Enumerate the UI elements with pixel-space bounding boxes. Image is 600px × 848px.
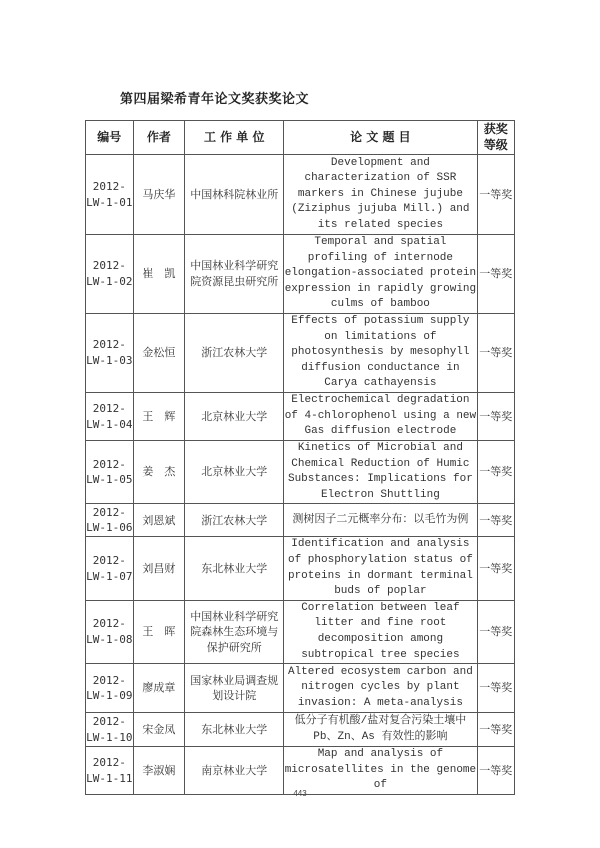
cell-title: 测树因子二元概率分布：以毛竹为例 xyxy=(284,504,477,537)
table-row xyxy=(86,441,515,504)
cell-title: Altered ecosystem carbon and nitrogen cycles by plant invasion: A meta-analysis xyxy=(284,664,477,713)
cell-award: 一等奖 xyxy=(477,441,514,504)
awards-table xyxy=(85,120,515,795)
table-row xyxy=(86,314,515,393)
table-row xyxy=(86,664,515,713)
cell-title: Kinetics of Microbial and Chemical Reduction of Humic Substances: Implications for Electron Shuttling xyxy=(284,441,477,504)
cell-id: 2012-LW-1-10 xyxy=(86,713,134,747)
cell-org: 浙江农林大学 xyxy=(185,314,284,393)
header-award: 获奖等级 xyxy=(477,121,514,155)
table-row xyxy=(86,713,515,747)
page-number: 443 xyxy=(293,789,307,798)
header-author: 作者 xyxy=(133,121,185,155)
cell-author: 王 晖 xyxy=(133,600,185,663)
cell-award: 一等奖 xyxy=(477,537,514,600)
cell-author: 刘恩斌 xyxy=(133,504,185,537)
cell-org: 中国林业科学研究院资源昆虫研究所 xyxy=(185,235,284,314)
cell-title: 低分子有机酸/盐对复合污染土壤中 Pb、Zn、As 有效性的影响 xyxy=(284,713,477,747)
cell-author: 崔 凯 xyxy=(133,235,185,314)
cell-author: 马庆华 xyxy=(133,155,185,235)
cell-author: 宋金凤 xyxy=(133,713,185,747)
cell-title: Correlation between leaf litter and fine root decomposition among subtropical tree species xyxy=(284,600,477,663)
cell-id: 2012-LW-1-04 xyxy=(86,393,134,441)
table-header-row xyxy=(86,121,515,155)
cell-org: 北京林业大学 xyxy=(185,441,284,504)
document-title: 第四届梁希青年论文奖获奖论文 xyxy=(120,92,310,107)
cell-award: 一等奖 xyxy=(477,314,514,393)
cell-title: Effects of potassium supply on limitations of photosynthesis by mesophyll diffusion conductance in Carya cathayensis xyxy=(284,314,477,393)
table-row xyxy=(86,600,515,663)
cell-org: 中国林业科学研究院森林生态环境与保护研究所 xyxy=(185,600,284,663)
cell-org: 北京林业大学 xyxy=(185,393,284,441)
cell-award: 一等奖 xyxy=(477,747,514,795)
cell-id: 2012-LW-1-09 xyxy=(86,664,134,713)
table-row xyxy=(86,155,515,235)
header-org: 工 作 单 位 xyxy=(185,121,284,155)
cell-award: 一等奖 xyxy=(477,600,514,663)
cell-id: 2012-LW-1-07 xyxy=(86,537,134,600)
cell-id: 2012-LW-1-06 xyxy=(86,504,134,537)
cell-title: Development and characterization of SSR markers in Chinese jujube (Ziziphus jujuba Mill.) and its related species xyxy=(284,155,477,235)
cell-id: 2012-LW-1-08 xyxy=(86,600,134,663)
cell-award: 一等奖 xyxy=(477,713,514,747)
header-title: 论 文 题 目 xyxy=(284,121,477,155)
table-row xyxy=(86,235,515,314)
cell-org: 国家林业局调查规划设计院 xyxy=(185,664,284,713)
cell-id: 2012-LW-1-01 xyxy=(86,155,134,235)
cell-author: 刘昌财 xyxy=(133,537,185,600)
cell-id: 2012-LW-1-03 xyxy=(86,314,134,393)
cell-id: 2012-LW-1-05 xyxy=(86,441,134,504)
cell-author: 金松恒 xyxy=(133,314,185,393)
cell-award: 一等奖 xyxy=(477,504,514,537)
cell-org: 东北林业大学 xyxy=(185,713,284,747)
cell-award: 一等奖 xyxy=(477,393,514,441)
cell-award: 一等奖 xyxy=(477,664,514,713)
cell-author: 王 辉 xyxy=(133,393,185,441)
cell-award: 一等奖 xyxy=(477,235,514,314)
cell-author: 廖成章 xyxy=(133,664,185,713)
table-row xyxy=(86,537,515,600)
table-row xyxy=(86,504,515,537)
cell-id: 2012-LW-1-11 xyxy=(86,747,134,795)
cell-org: 中国林科院林业所 xyxy=(185,155,284,235)
cell-award: 一等奖 xyxy=(477,155,514,235)
cell-title: Map and analysis of microsatellites in the genome of xyxy=(284,747,477,795)
cell-title: Electrochemical degradation of 4-chlorophenol using a new Gas diffusion electrode xyxy=(284,393,477,441)
header-id: 编号 xyxy=(86,121,134,155)
table-row xyxy=(86,393,515,441)
cell-org: 浙江农林大学 xyxy=(185,504,284,537)
cell-author: 李淑娴 xyxy=(133,747,185,795)
cell-org: 南京林业大学 xyxy=(185,747,284,795)
cell-org: 东北林业大学 xyxy=(185,537,284,600)
cell-author: 姜 杰 xyxy=(133,441,185,504)
cell-id: 2012-LW-1-02 xyxy=(86,235,134,314)
cell-title: Identification and analysis of phosphorylation status of proteins in dormant terminal buds of poplar xyxy=(284,537,477,600)
cell-title: Temporal and spatial profiling of internode elongation-associated protein expression in rapidly growing culms of bamboo xyxy=(284,235,477,314)
table-row xyxy=(86,747,515,795)
